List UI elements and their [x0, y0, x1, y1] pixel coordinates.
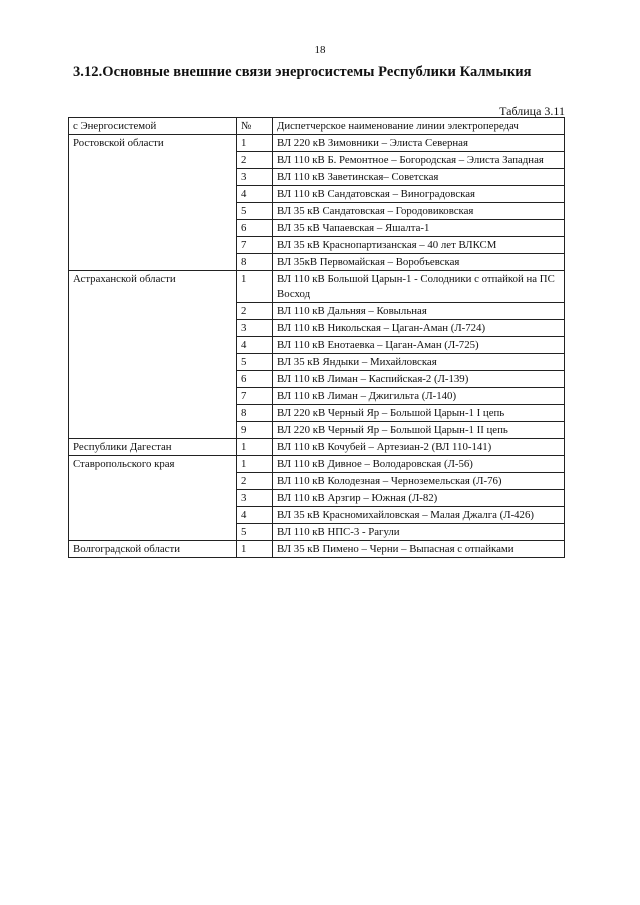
- line-name-cell: ВЛ 110 кВ Сандатовская – Виноградовская: [273, 186, 565, 203]
- energy-system-cell: Астраханской области: [69, 271, 237, 439]
- row-number-cell: 8: [237, 405, 273, 422]
- row-number-cell: 5: [237, 354, 273, 371]
- row-number-cell: 2: [237, 303, 273, 320]
- line-name-cell: ВЛ 110 кВ Дальняя – Ковыльная: [273, 303, 565, 320]
- table-row: [69, 135, 565, 152]
- row-number-cell: 4: [237, 337, 273, 354]
- row-number-cell: 1: [237, 271, 273, 303]
- row-number-cell: 1: [237, 135, 273, 152]
- line-name-cell: ВЛ 110 кВ Кочубей – Артезиан-2 (ВЛ 110-141): [273, 439, 565, 456]
- row-number-cell: 3: [237, 490, 273, 507]
- line-name-cell: ВЛ 220 кВ Черный Яр – Большой Царын-1 I цепь: [273, 405, 565, 422]
- line-name-cell: ВЛ 35 кВ Яндыки – Михайловская: [273, 354, 565, 371]
- row-number-cell: 1: [237, 456, 273, 473]
- line-name-cell: ВЛ 35 кВ Чапаевская – Яшалта-1: [273, 220, 565, 237]
- table-header: [69, 118, 565, 135]
- energy-system-cell: Республики Дагестан: [69, 439, 237, 456]
- table-body: [69, 135, 565, 558]
- line-name-cell: ВЛ 35 кВ Красномихайловская – Малая Джалга (Л-426): [273, 507, 565, 524]
- row-number-cell: 4: [237, 507, 273, 524]
- page-number: 18: [314, 44, 326, 56]
- row-number-cell: 6: [237, 220, 273, 237]
- header-line: Диспетчерское наименование линии электропередач: [273, 118, 565, 135]
- line-name-cell: ВЛ 35 кВ Сандатовская – Городовиковская: [273, 203, 565, 220]
- line-name-cell: ВЛ 220 кВ Черный Яр – Большой Царын-1 II цепь: [273, 422, 565, 439]
- row-number-cell: 9: [237, 422, 273, 439]
- row-number-cell: 2: [237, 473, 273, 490]
- line-name-cell: ВЛ 110 кВ Арзгир – Южная (Л-82): [273, 490, 565, 507]
- row-number-cell: 7: [237, 237, 273, 254]
- table-row: [69, 541, 565, 558]
- row-number-cell: 8: [237, 254, 273, 271]
- line-name-cell: ВЛ 35кВ Первомайская – Воробъевская: [273, 254, 565, 271]
- line-name-cell: ВЛ 110 кВ НПС-3 - Рагули: [273, 524, 565, 541]
- energy-system-cell: Ростовской области: [69, 135, 237, 271]
- line-name-cell: ВЛ 220 кВ Зимовники – Элиста Северная: [273, 135, 565, 152]
- line-name-cell: ВЛ 110 кВ Лиман – Джигильта (Л-140): [273, 388, 565, 405]
- line-name-cell: ВЛ 110 кВ Большой Царын-1 - Солодники с отпайкой на ПС Восход: [273, 271, 565, 303]
- line-name-cell: ВЛ 110 кВ Заветинская– Советская: [273, 169, 565, 186]
- row-number-cell: 5: [237, 524, 273, 541]
- line-name-cell: ВЛ 110 кВ Б. Ремонтное – Богородская – Элиста Западная: [273, 152, 565, 169]
- line-name-cell: ВЛ 110 кВ Енотаевка – Цаган-Аман (Л-725): [273, 337, 565, 354]
- line-name-cell: ВЛ 110 кВ Лиман – Каспийская-2 (Л-139): [273, 371, 565, 388]
- line-name-cell: ВЛ 35 кВ Пимено – Черни – Выпасная с отпайками: [273, 541, 565, 558]
- line-name-cell: ВЛ 110 кВ Дивное – Володаровская (Л-56): [273, 456, 565, 473]
- table-caption: Таблица 3.11: [499, 104, 565, 118]
- row-number-cell: 6: [237, 371, 273, 388]
- header-system: с Энергосистемой: [69, 118, 237, 135]
- row-number-cell: 7: [237, 388, 273, 405]
- table-row: [69, 271, 565, 303]
- line-name-cell: ВЛ 110 кВ Колодезная – Черноземельская (Л-76): [273, 473, 565, 490]
- section-title: 3.12.Основные внешние связи энергосистемы Республики Калмыкия: [73, 64, 532, 80]
- external-links-table: [68, 117, 565, 558]
- row-number-cell: 1: [237, 541, 273, 558]
- row-number-cell: 3: [237, 169, 273, 186]
- line-name-cell: ВЛ 110 кВ Никольская – Цаган-Аман (Л-724): [273, 320, 565, 337]
- line-name-cell: ВЛ 35 кВ Краснопартизанская – 40 лет ВЛКСМ: [273, 237, 565, 254]
- table-row: [69, 456, 565, 473]
- table-row: [69, 439, 565, 456]
- row-number-cell: 2: [237, 152, 273, 169]
- row-number-cell: 1: [237, 439, 273, 456]
- energy-system-cell: Ставропольского края: [69, 456, 237, 541]
- row-number-cell: 5: [237, 203, 273, 220]
- energy-system-cell: Волгоградской области: [69, 541, 237, 558]
- header-num: №: [237, 118, 273, 135]
- row-number-cell: 4: [237, 186, 273, 203]
- row-number-cell: 3: [237, 320, 273, 337]
